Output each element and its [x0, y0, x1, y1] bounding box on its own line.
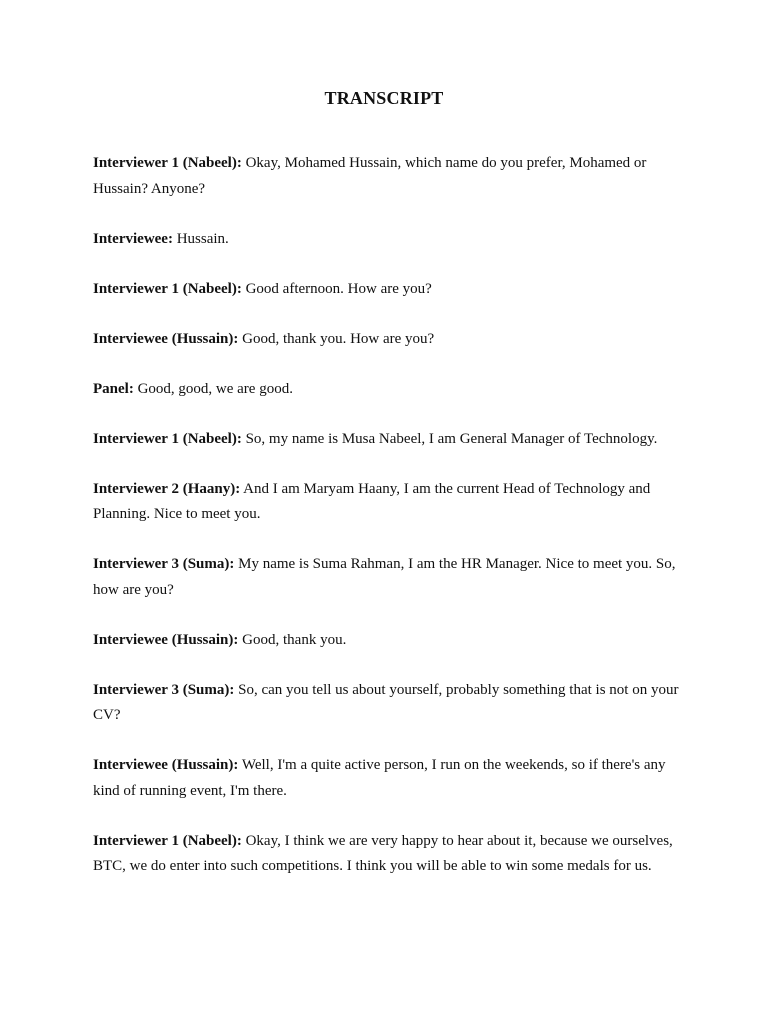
speaker-label: Interviewee (Hussain):: [93, 631, 239, 648]
speaker-label: Interviewer 1 (Nabeel):: [93, 832, 242, 849]
transcript-turn: [93, 678, 683, 729]
transcript-body: [93, 151, 683, 904]
speaker-label: Interviewee (Hussain):: [93, 330, 239, 347]
turn-text: Hussain.: [176, 230, 229, 247]
speaker-label: Interviewer 1 (Nabeel):: [93, 280, 242, 297]
transcript-turn: [93, 327, 683, 353]
transcript-turn: [93, 628, 683, 654]
transcript-turn: [93, 277, 683, 303]
turn-text: So, can you tell us about yourself, probably something that is not on your CV?: [93, 681, 679, 723]
turn-text: Good, thank you. How are you?: [242, 330, 435, 347]
transcript-turn: [93, 377, 683, 403]
turn-text: Okay, Mohamed Hussain, which name do you prefer, Mohamed or Hussain? Anyone?: [93, 155, 647, 197]
transcript-turn: [93, 753, 683, 804]
turn-text: And I am Maryam Haany, I am the current Head of Technology and Planning. Nice to meet you.: [93, 480, 651, 522]
transcript-turn: [93, 552, 683, 603]
transcript-turn: [93, 427, 683, 453]
speaker-label: Interviewer 2 (Haany):: [93, 480, 241, 497]
speaker-label: Interviewee (Hussain):: [93, 757, 239, 773]
turn-text: Good, thank you.: [242, 631, 347, 648]
transcript-turn: [93, 227, 683, 253]
transcript-turn: [93, 829, 683, 880]
turn-text: So, my name is Musa Nabeel, I am General Manager of Technology.: [245, 430, 658, 447]
transcript-turn: [93, 477, 683, 528]
turn-text: Well, I'm a quite active person, I run on the weekends, so if there's any kind of running event, I'm there.: [93, 757, 666, 799]
speaker-label: Interviewer 1 (Nabeel):: [93, 155, 242, 171]
turn-text: Good afternoon. How are you?: [245, 280, 432, 297]
speaker-label: Interviewer 3 (Suma):: [93, 556, 235, 572]
transcript-turn: [93, 151, 683, 202]
turn-text: My name is Suma Rahman, I am the HR Manager. Nice to meet you. So, how are you?: [93, 556, 676, 598]
speaker-label: Interviewee:: [93, 230, 173, 247]
speaker-label: Interviewer 1 (Nabeel):: [93, 430, 242, 447]
speaker-label: Interviewer 3 (Suma):: [93, 681, 235, 698]
turn-text: Good, good, we are good.: [137, 380, 293, 397]
document-title: TRANSCRIPT: [324, 88, 444, 108]
turn-text: Okay, I think we are very happy to hear about it, because we ourselves, BTC, we do enter into such competitions. I think you will be able to win some medals for us.: [93, 832, 673, 874]
speaker-label: Panel:: [93, 380, 134, 397]
